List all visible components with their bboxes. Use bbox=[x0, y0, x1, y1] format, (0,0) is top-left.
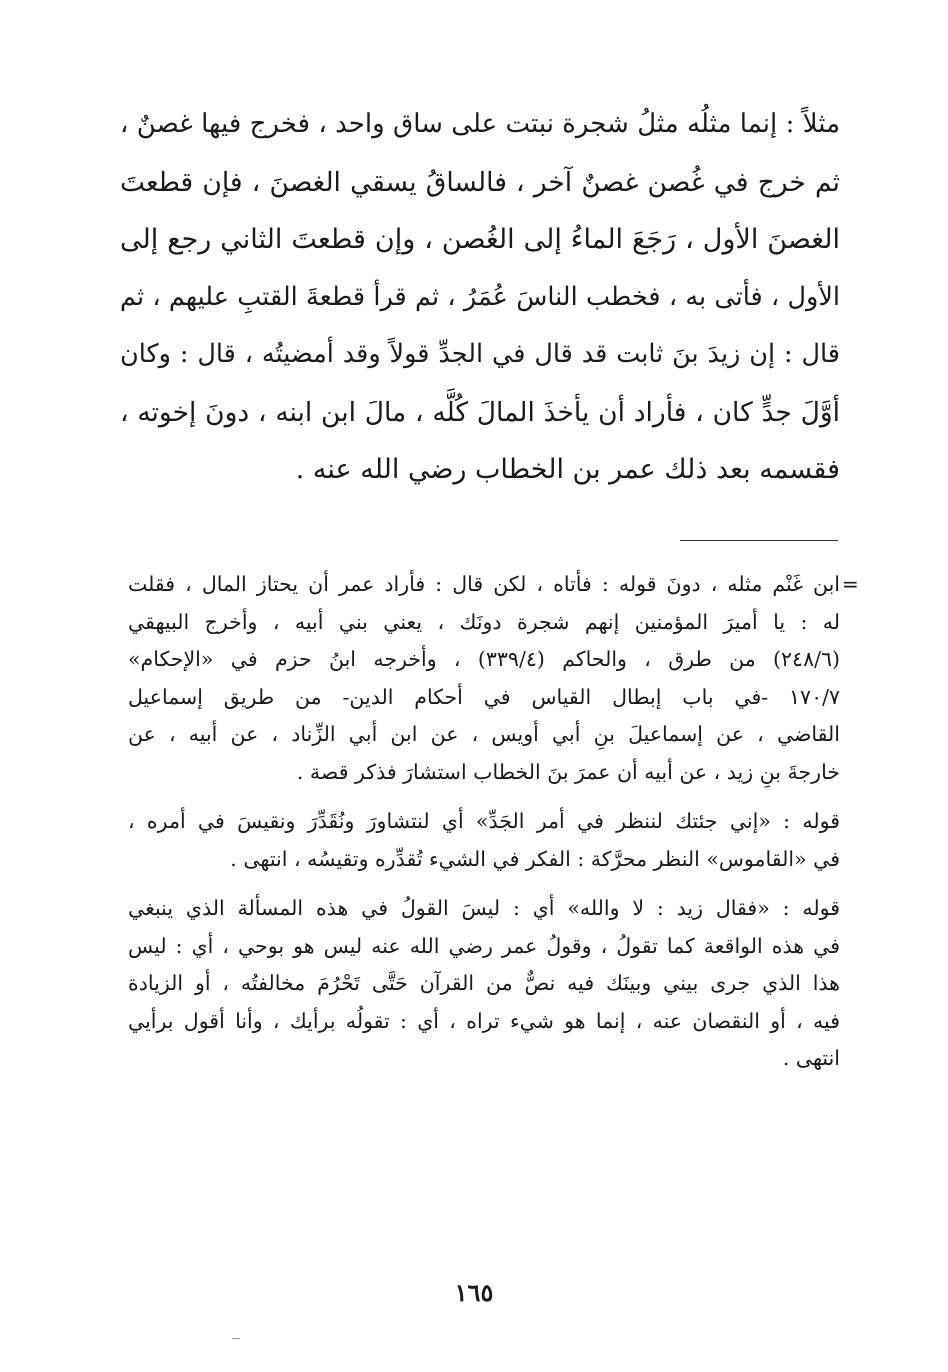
footnote-continuation-mark: = bbox=[842, 572, 859, 596]
footnote-line: قوله : «فقال زيد : لا والله» أي : ليسَ القولُ في هذه المسألة الذي ينبغي bbox=[128, 896, 840, 920]
footnote-line: ١٧٠/٧ -في باب إبطال القياس في أحكام الدين- من طريق إسماعيل bbox=[128, 684, 840, 709]
footnote-line: له : يا أميرَ المؤمنين إنهم شجرة دونَك ، يعني بني أبيه ، وأخرج البيهقي bbox=[128, 609, 840, 634]
main-text-line: فقسمه بعد ذلك عمر بن الخطاب رضي الله عنه . bbox=[295, 454, 840, 485]
main-text-line: مثلاً : إنما مثلُه مثلُ شجرة نبتت على ساق واحد ، فخرج فيها غصنٌ ، bbox=[120, 109, 840, 139]
footnote-line: في «القاموس» النظر محرَّكة : الفكر في الشيء تُقدِّره وتقيسُه ، انتهى . bbox=[230, 846, 840, 871]
main-text-line: الأول ، فأتى به ، فخطب الناسَ عُمَرُ ، ثم قرأ قطعةَ القتبِ عليهم ، ثم bbox=[120, 281, 840, 312]
footnote-line: فيه ، أو النقصان عنه ، إنما هو شيء تراه ، أي : تقولُه برأيك ، وأنا أقول برأيي bbox=[128, 1008, 840, 1033]
footnote-paragraph bbox=[128, 803, 840, 878]
footnote-line: خارجةَ بنِ زيد ، عن أبيه أن عمرَ بنَ الخطاب استشارَ فذكر قصة . bbox=[296, 759, 840, 784]
scan-mark bbox=[232, 1338, 240, 1339]
footnote-separator bbox=[680, 540, 838, 541]
footnote-line: هذا الذي جرى بيني وبينَك فيه نصٌّ من القرآن حَتَّى تَحْرُمَ مخالفتُه ، أو الزيادة bbox=[128, 971, 840, 995]
main-text-line: أوَّلَ جدٍّ كان ، فأراد أن يأخذَ المالَ كُلَّه ، مالَ ابن ابنه ، دونَ إخوته ، bbox=[120, 396, 840, 428]
footnote-line: في هذه الواقعة كما تقولُ ، وقولُ عمر رضي الله عنه ليس هو بوحي ، أي : ليس bbox=[128, 933, 840, 958]
main-text-line: ثم خرج في غُصن غصنٌ آخر ، فالساقُ يسقي الغصنَ ، فإن قطعتَ bbox=[120, 166, 840, 198]
page-number: ١٦٥ bbox=[454, 1278, 494, 1307]
footnote-line: (٢٤٨/٦) من طرق ، والحاكم (٣٣٩/٤) ، وأخرجه ابنُ حزم في «الإحكام» bbox=[128, 647, 840, 671]
footnote-line: انتهى . bbox=[782, 1046, 840, 1070]
main-text-line: قال : إن زيدَ بنَ ثابت قد قال في الجدِّ قولاً وقد أمضيتُه ، قال : وكان bbox=[120, 339, 840, 369]
footnotes bbox=[128, 566, 840, 1090]
footnote-line: قوله : «إني جئتك لننظر في أمر الجَدِّ» أي لنتشاورَ ونُقَدِّرَ ونقيسَ في أمره ، bbox=[128, 809, 840, 833]
footnote-paragraph bbox=[128, 890, 840, 1078]
footnote-line: ابن غَنْم مثله ، دونَ قوله : فأتاه ، لكن قال : فأراد عمر أن يحتاز المال ، فقلت bbox=[128, 572, 840, 596]
footnote-line: القاضي ، عن إسماعيلَ بنِ أبي أويس ، عن ابن أبي الزِّناد ، عن أبيه ، عن bbox=[128, 722, 840, 746]
main-text-line: الغصنَ الأول ، رَجَعَ الماءُ إلى الغُصن ، وإن قطعتَ الثاني رجع إلى bbox=[120, 224, 840, 255]
footnote-paragraph bbox=[128, 566, 840, 791]
main-text bbox=[120, 96, 840, 499]
